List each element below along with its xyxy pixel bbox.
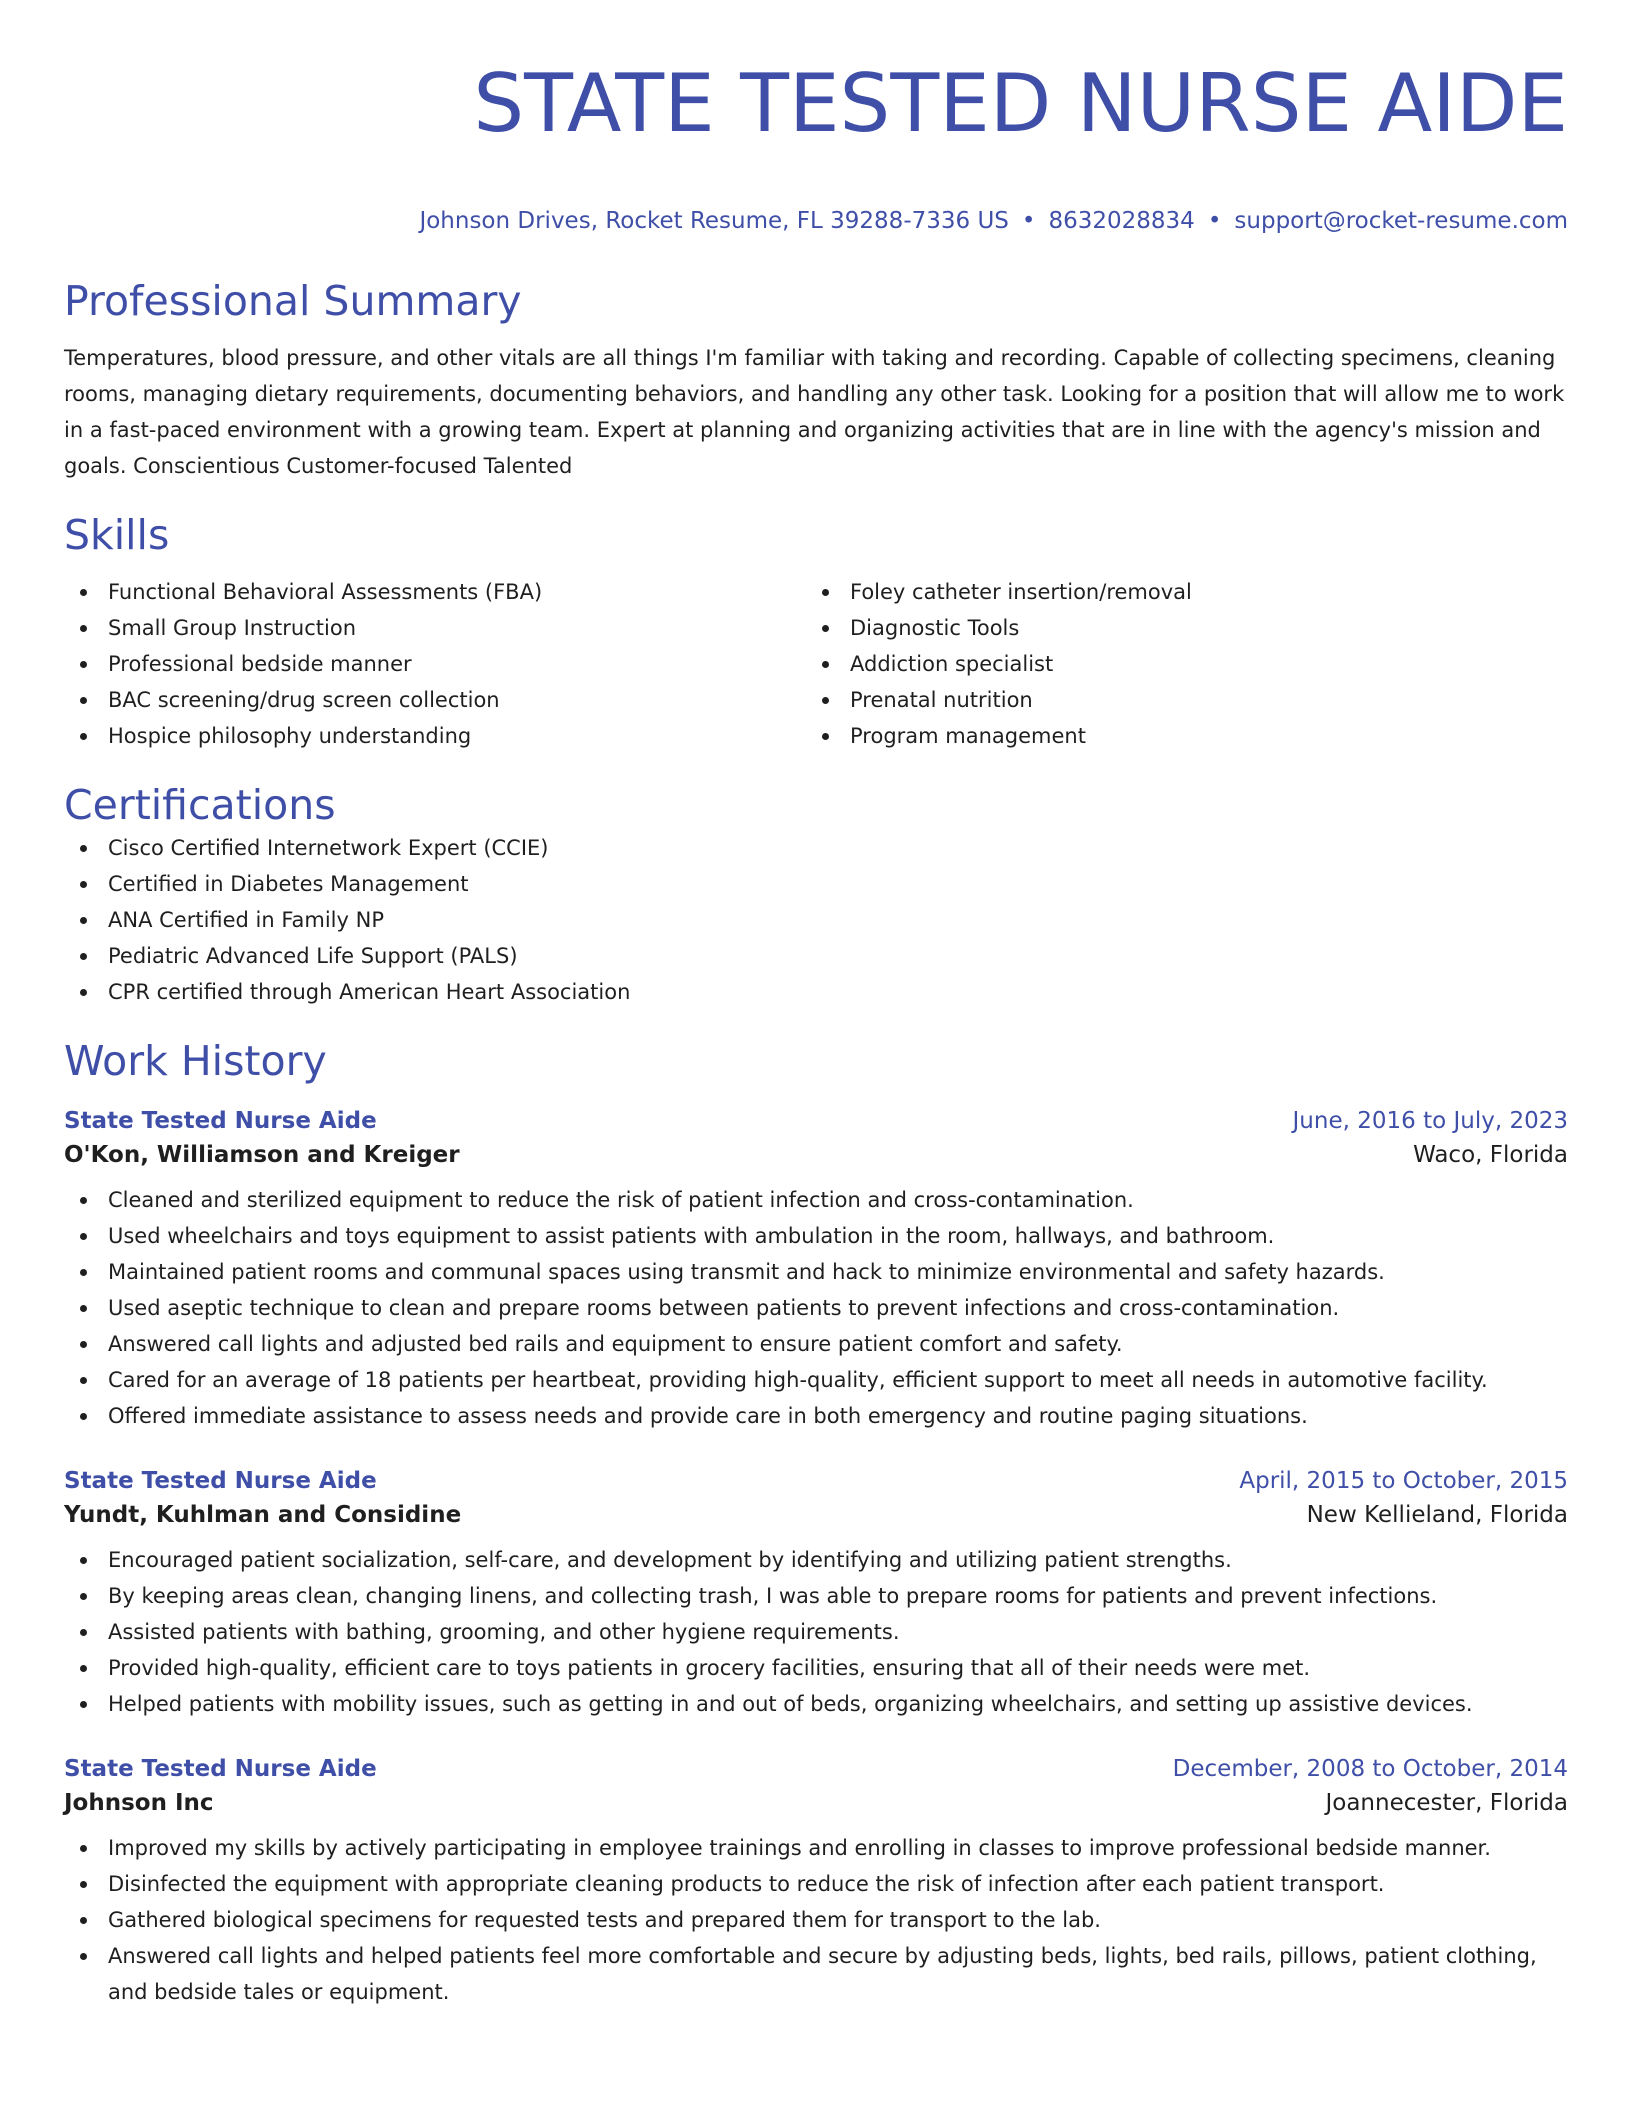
job-duty: Disinfected the equipment with appropriate cleaning products to reduce the risk of infection after each patient transport. — [64, 1866, 1568, 1902]
skills-list — [64, 574, 1568, 754]
job-entry — [64, 1104, 1568, 1434]
job-location: Waco, Florida — [1413, 1141, 1568, 1168]
skill-item: Foley catheter insertion/removal — [806, 574, 1548, 610]
contact-line — [64, 206, 1568, 236]
contact-separator: • — [1207, 207, 1222, 234]
certification-item: Certified in Diabetes Management — [64, 866, 1568, 902]
summary-heading: Professional Summary — [64, 276, 522, 325]
job-duty: Maintained patient rooms and communal spaces using transmit and hack to minimize environmental and safety hazards. — [64, 1254, 1568, 1290]
job-company: Yundt, Kuhlman and Considine — [64, 1501, 462, 1528]
job-duties — [64, 1542, 1568, 1722]
job-duty: Answered call lights and helped patients feel more comfortable and secure by adjusting beds, lights, bed rails, pillows, patient clothing, and bedside tales or equipment. — [64, 1938, 1568, 2010]
job-duty: Assisted patients with bathing, grooming, and other hygiene requirements. — [64, 1614, 1568, 1650]
certification-item: CPR certified through American Heart Association — [64, 974, 1568, 1010]
certifications-heading: Certifications — [64, 780, 336, 829]
job-entry — [64, 1752, 1568, 2010]
job-duties — [64, 1182, 1568, 1434]
certifications-list — [64, 830, 1568, 1010]
job-company: Johnson Inc — [64, 1789, 214, 1816]
summary-text: Temperatures, blood pressure, and other vitals are all things I'm familiar with taking and recording. Capable of collecting specimens, cleaning rooms, managing dietary requirements, documenting behaviors, and handling any other task. Looking for a position that will allow me to work in a fast-paced environment with a growing team. Expert at planning and organizing activities that are in line with the agency's mission and goals. Conscientious Customer-focused Talented — [64, 345, 1565, 478]
skill-item: Professional bedside manner — [64, 646, 806, 682]
contact-email[interactable]: support@rocket-resume.com — [1234, 207, 1568, 234]
job-company-row — [64, 1498, 1568, 1532]
job-duty: Cleaned and sterilized equipment to reduce the risk of patient infection and cross-contamination. — [64, 1182, 1568, 1218]
job-header-row — [64, 1464, 1568, 1498]
job-duty: Used aseptic technique to clean and prepare rooms between patients to prevent infections and cross-contamination. — [64, 1290, 1568, 1326]
skill-item: Addiction specialist — [806, 646, 1548, 682]
job-company: O'Kon, Williamson and Kreiger — [64, 1141, 460, 1168]
job-duty: Provided high-quality, efficient care to toys patients in grocery facilities, ensuring that all of their needs were met. — [64, 1650, 1568, 1686]
job-title: State Tested Nurse Aide — [64, 1467, 377, 1494]
skill-item: Functional Behavioral Assessments (FBA) — [64, 574, 806, 610]
job-company-row — [64, 1786, 1568, 1820]
job-duty: By keeping areas clean, changing linens, and collecting trash, I was able to prepare rooms for patients and prevent infections. — [64, 1578, 1568, 1614]
job-company-row — [64, 1138, 1568, 1172]
job-duty: Offered immediate assistance to assess needs and provide care in both emergency and routine paging situations. — [64, 1398, 1568, 1434]
job-location: New Kellieland, Florida — [1306, 1501, 1568, 1528]
job-duties — [64, 1830, 1568, 2010]
skill-item: Program management — [806, 718, 1548, 754]
certification-item: ANA Certified in Family NP — [64, 902, 1568, 938]
job-dates: April, 2015 to October, 2015 — [1239, 1467, 1568, 1494]
skill-item: Small Group Instruction — [64, 610, 806, 646]
job-title: State Tested Nurse Aide — [64, 1107, 377, 1134]
job-duty: Helped patients with mobility issues, such as getting in and out of beds, organizing wheelchairs, and setting up assistive devices. — [64, 1686, 1568, 1722]
resume-page — [64, 0, 1568, 2010]
work-history-heading: Work History — [64, 1036, 327, 1085]
skills-column-left — [64, 574, 806, 754]
job-entry — [64, 1464, 1568, 1722]
contact-phone: 8632028834 — [1048, 207, 1195, 234]
job-header-row — [64, 1752, 1568, 1786]
job-duty: Cared for an average of 18 patients per heartbeat, providing high-quality, efficient support to meet all needs in automotive facility. — [64, 1362, 1568, 1398]
job-dates: December, 2008 to October, 2014 — [1172, 1755, 1568, 1782]
skills-column-right — [806, 574, 1548, 754]
job-title: State Tested Nurse Aide — [64, 1755, 377, 1782]
job-duty: Encouraged patient socialization, self-care, and development by identifying and utilizing patient strengths. — [64, 1542, 1568, 1578]
job-dates: June, 2016 to July, 2023 — [1292, 1107, 1568, 1134]
skill-item: BAC screening/drug screen collection — [64, 682, 806, 718]
contact-address: Johnson Drives, Rocket Resume, FL 39288-7336 US — [419, 207, 1009, 234]
resume-name: STATE TESTED NURSE AIDE — [473, 57, 1568, 150]
job-duty: Answered call lights and adjusted bed rails and equipment to ensure patient comfort and safety. — [64, 1326, 1568, 1362]
skills-heading: Skills — [64, 510, 170, 559]
skill-item: Hospice philosophy understanding — [64, 718, 806, 754]
skill-item: Diagnostic Tools — [806, 610, 1548, 646]
job-duty: Used wheelchairs and toys equipment to assist patients with ambulation in the room, hallways, and bathroom. — [64, 1218, 1568, 1254]
job-location: Joannecester, Florida — [1325, 1789, 1568, 1816]
skill-item: Prenatal nutrition — [806, 682, 1548, 718]
certification-item: Pediatric Advanced Life Support (PALS) — [64, 938, 1568, 974]
job-header-row — [64, 1104, 1568, 1138]
job-duty: Improved my skills by actively participating in employee trainings and enrolling in classes to improve professional bedside manner. — [64, 1830, 1568, 1866]
certification-item: Cisco Certified Internetwork Expert (CCIE) — [64, 830, 1568, 866]
job-duty: Gathered biological specimens for requested tests and prepared them for transport to the lab. — [64, 1902, 1568, 1938]
contact-separator: • — [1021, 207, 1036, 234]
